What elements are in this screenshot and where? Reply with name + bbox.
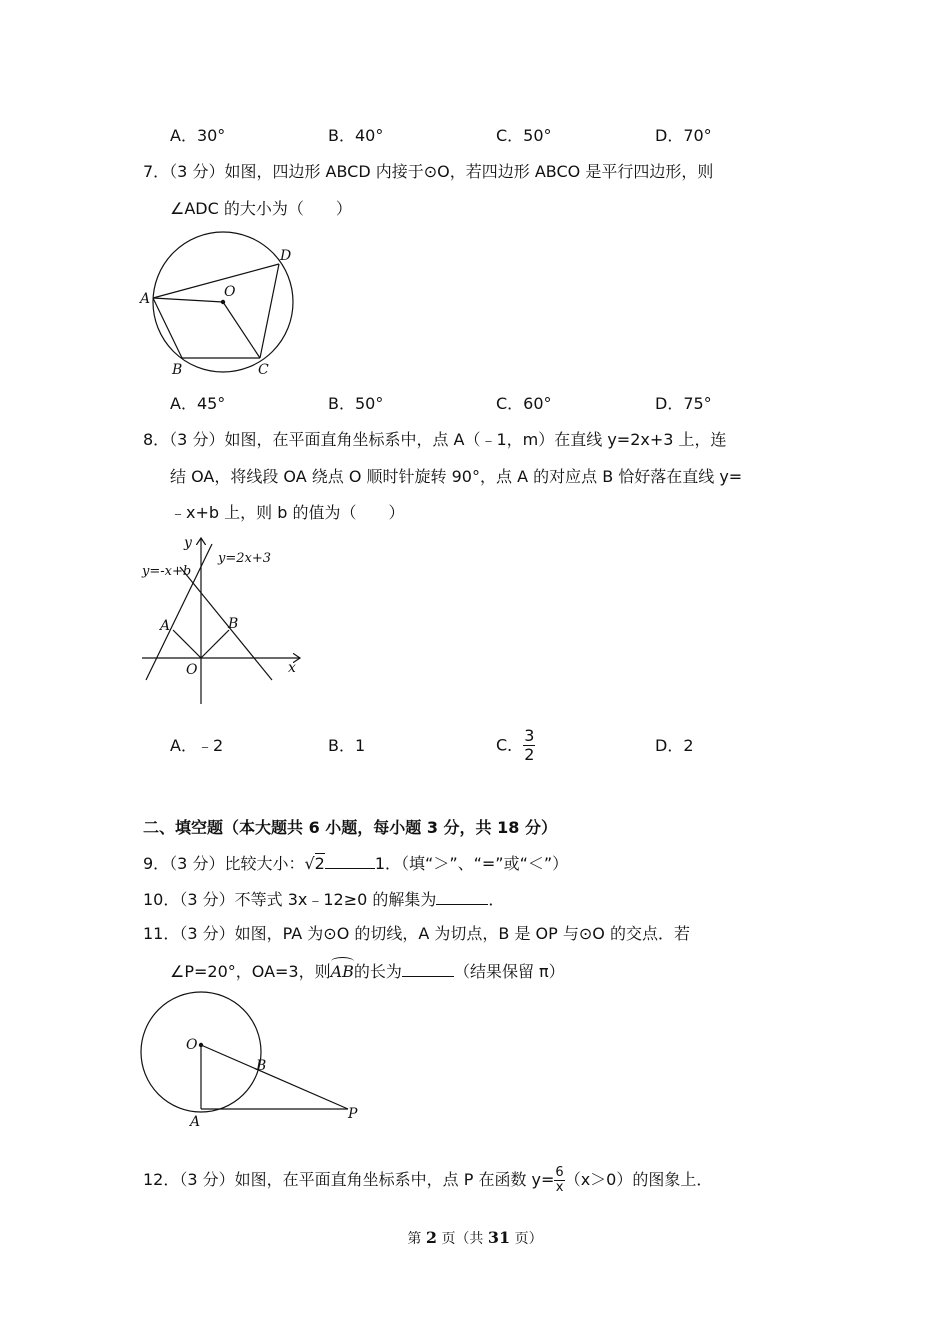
- q8-option-c-den: 2: [524, 745, 535, 764]
- q8-option-c-fraction: [523, 727, 535, 764]
- page-footer: [0, 1228, 950, 1248]
- q7-text-line1: 7．（3 分）如图，四边形 ABCD 内接于⊙O，若四边形 ABCO 是平行四边形，则: [143, 162, 714, 181]
- q8-figure: [138, 532, 308, 707]
- q12-prefix: 12．（3 分）如图，在平面直角坐标系中，点 P 在函数 y=: [143, 1170, 555, 1189]
- q10-suffix: ．: [488, 890, 505, 909]
- q7-label-o: O: [224, 284, 236, 300]
- q8-option-c: [496, 727, 535, 764]
- sqrt-symbol: √: [304, 854, 315, 873]
- q12-text: [143, 1162, 712, 1198]
- q7-label-c: C: [258, 362, 269, 378]
- q11-text-line2: [170, 960, 565, 983]
- q11-label-p: P: [348, 1106, 358, 1122]
- q10-prefix: 10．（3 分）不等式 3x﹣12≥0 的解集为: [143, 890, 437, 909]
- q9-prefix: 9．（3 分）比较大小：: [143, 854, 305, 873]
- q7-text-line2: ∠ADC 的大小为（ ）: [170, 199, 352, 218]
- q8-option-d: D．2: [655, 736, 694, 755]
- q8-option-c-num: 3: [524, 726, 535, 745]
- footer-pre: 第: [407, 1231, 422, 1247]
- footer-mid: 页（共: [441, 1231, 484, 1247]
- q7-option-c: C．60°: [496, 394, 552, 413]
- q9-text: [143, 852, 568, 875]
- q8-text-line2: 结 OA，将线段 OA 绕点 O 顺时针旋转 90°，点 A 的对应点 B 恰好落在直线 y=: [170, 467, 743, 486]
- q11-line2-end: （结果保留 π）: [453, 962, 565, 981]
- section-2-heading: 二、填空题（本大题共 6 小题，每小题 3 分，共 18 分）: [143, 818, 557, 837]
- q8-label-line2: y=2x+3: [218, 551, 272, 566]
- q7-option-b: B．50°: [328, 394, 384, 413]
- q12-frac-num: 6: [555, 1165, 564, 1180]
- q7-option-a: A．45°: [170, 394, 226, 413]
- q7-label-b: B: [172, 362, 183, 378]
- q7-label-d: D: [280, 248, 292, 264]
- q11-figure: [138, 992, 368, 1132]
- q12-fraction: [554, 1166, 564, 1195]
- q8-text-line1: 8．（3 分）如图，在平面直角坐标系中，点 A（﹣1，m）在直线 y=2x+3 上，连: [143, 430, 727, 449]
- q11-line2-prefix: ∠P=20°，OA=3，则: [170, 962, 331, 981]
- q8-option-b: B．1: [328, 736, 366, 755]
- q8-label-line1: y=-x+b: [142, 564, 192, 579]
- q11-text-line1: 11．（3 分）如图，PA 为⊙O 的切线，A 为切点，B 是 OP 与⊙O 的交点．若: [143, 924, 690, 943]
- q8-option-a: A．﹣2: [170, 736, 224, 755]
- q9-suffix: 1．（填“＞”、“=”或“＜”）: [374, 854, 569, 873]
- q9-radicand: 2: [314, 854, 325, 873]
- arc-ab: AB: [330, 962, 354, 981]
- q12-suffix: （x＞0）的图象上．: [564, 1170, 713, 1189]
- q8-label-a: A: [160, 618, 171, 634]
- q7-label-a: A: [140, 291, 151, 307]
- q8-text-line3: ﹣x+b 上，则 b 的值为（ ）: [170, 503, 405, 522]
- q11-label-o: O: [186, 1037, 198, 1053]
- q11-line2-suffix: 的长为: [353, 962, 402, 981]
- q6-option-b: B．40°: [328, 126, 384, 145]
- q11-label-b: B: [256, 1058, 267, 1074]
- q11-label-a: A: [190, 1114, 201, 1130]
- q8-label-o: O: [186, 662, 198, 678]
- q10-text: [143, 888, 504, 911]
- footer-page-number: 2: [425, 1228, 437, 1247]
- q6-option-c: C．50°: [496, 126, 552, 145]
- q6-option-d: D．70°: [655, 126, 712, 145]
- q8-label-b: B: [228, 616, 239, 632]
- q8-label-x: x: [288, 660, 296, 676]
- q9-answer-blank[interactable]: [325, 852, 375, 869]
- q7-option-d: D．75°: [655, 394, 712, 413]
- q12-frac-den: x: [555, 1180, 564, 1195]
- q11-answer-blank[interactable]: [402, 960, 454, 977]
- footer-total-pages: 31: [487, 1228, 511, 1247]
- q8-option-c-label: C．: [496, 735, 524, 755]
- q8-label-y: y: [184, 535, 192, 551]
- q6-option-a: A．30°: [170, 126, 226, 145]
- q7-figure: [138, 228, 308, 380]
- q10-answer-blank[interactable]: [436, 888, 488, 905]
- footer-post: 页）: [514, 1231, 543, 1247]
